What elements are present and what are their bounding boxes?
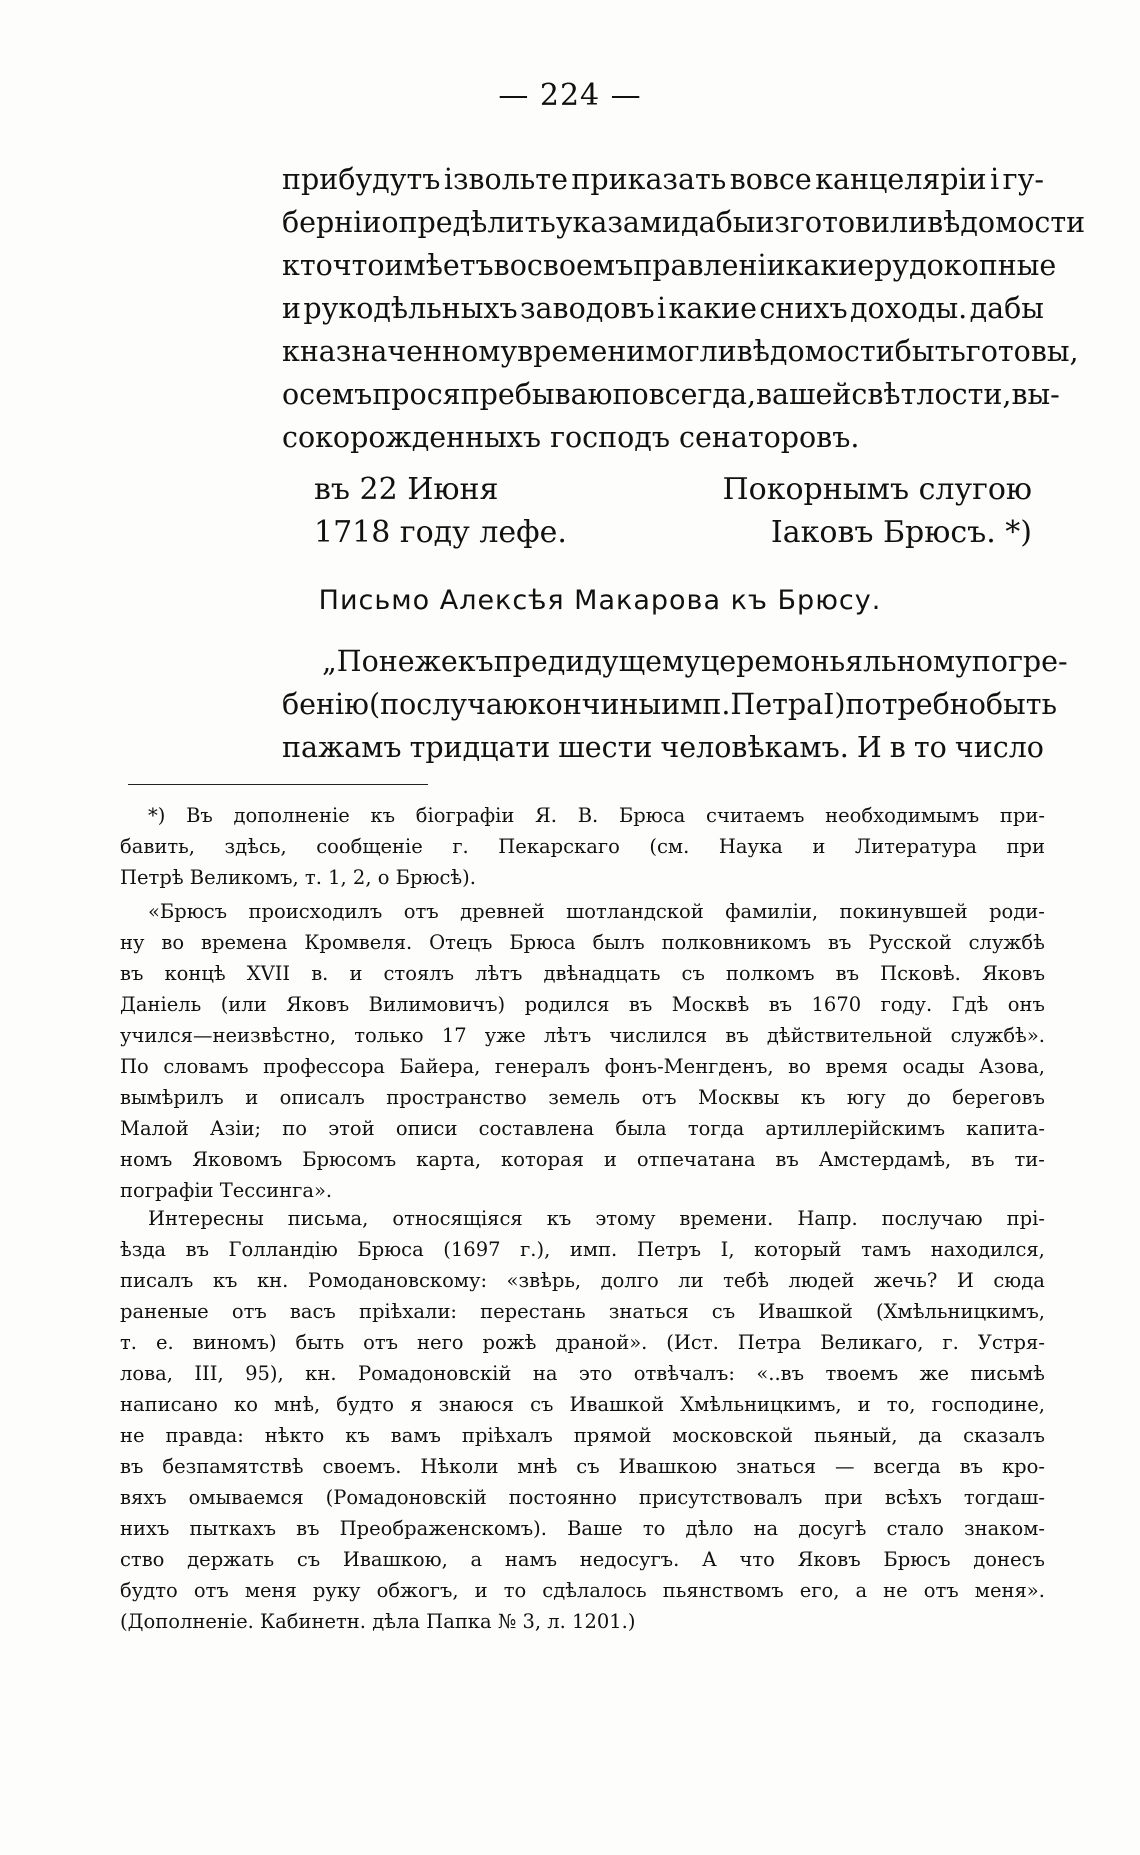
letter-closing [282,468,1044,554]
footnote-line: Петрѣ Великомъ, т. 1, 2, о Брюсѣ). [120,866,476,889]
footnote-line: пографіи Тессинга». [120,1179,333,1202]
footnote-line: написано ко мнѣ, будто я знаюся съ Ивашкой Хмѣльницкимъ, и то, господине, [120,1393,1045,1416]
footnote-letters [120,1203,1045,1637]
footnote-line: ство держать съ Ивашкою, а намъ недосугъ. А что Яковъ Брюсъ донесъ [120,1548,1045,1571]
text-line: к назначенному времени могли вѣдомости быть готовы, [282,335,1079,368]
footnote-line: ѣзда въ Голландію Брюса (1697 г.), имп. Петръ I, который тамъ находился, [120,1238,1045,1261]
text-line: и рукодѣльныхъ заводовъ і какие сниxъ доходы. дабы [282,292,1044,325]
text-line: прибудутъ ізвольте приказать вовсе канцеляріи і гу- [282,163,1044,196]
footnote-line: раненые отъ васъ пріѣхали: перестань знаться съ Ивашкой (Хмѣльницкимъ, [120,1300,1045,1323]
closing-signature-line: Іаковъ Брюсъ. *) [770,515,1032,550]
text-line: о семъ прося пребываю повсегда, вашей свѣтлости, вы- [282,378,1060,411]
footnote-divider [128,784,428,785]
footnote-line: вяхъ омываемся (Ромадоновскій постоянно присутствовалъ при всѣхъ тогдаш- [120,1486,1045,1509]
footnote-line: нихъ пыткахъ въ Преображенскомъ). Ваше то дѣло на досугѣ стало знаком- [120,1517,1045,1540]
footnote-quote [120,896,1045,1206]
footnote-line: Даніель (или Яковъ Вилимовичъ) родился въ Москвѣ въ 1670 году. Гдѣ онъ [120,993,1045,1016]
footnote-line: номъ Яковомъ Брюсомъ карта, которая и отпечатана въ Амстердамѣ, въ ти- [120,1148,1045,1171]
makarov-letter [282,640,1068,769]
text-line: „Понеже къ предидущему церемоньяльному погре- [322,645,1068,678]
footnote-line: Интересны письма, относящіяся къ этому времени. Напр. послучаю прі- [148,1207,1045,1230]
footnote-line: лова, III, 95), кн. Ромадоновскій на это отвѣчалъ: «..въ твоемъ же письмѣ [120,1362,1045,1385]
text-line: пажамъ тридцати шести человѣкамъ. И в то число [282,731,1044,764]
closing-date-line: 1718 году лефе. [314,515,567,550]
letter-body [282,158,1086,459]
footnote-line: т. е. виномъ) быть отъ него рожѣ драной». (Ист. Петра Великаго, г. Устря- [120,1331,1045,1354]
section-heading: Письмо Алексѣя Макарова къ Брюсу. [318,585,882,616]
text-line: бенію (по случаю кончины имп. Петра I) потребно быть [282,688,1058,721]
footnote-line: въ безпамятствѣ своемъ. Нѣколи мнѣ съ Ивашкою знаться — всегда въ кро- [120,1455,1045,1478]
closing-date-line: въ 22 Июня [314,472,499,507]
footnote-line: «Брюсъ происходилъ отъ древней шотландской фамиліи, покинувшей роди- [148,900,1045,923]
footnote-line: писалъ къ кн. Ромодановскому: «звѣрь, долго ли тебѣ людей жечь? И сюда [120,1269,1045,1292]
footnote-line: не правда: нѣкто къ вамъ пріѣхалъ прямой московской пьяный, да сказалъ [120,1424,1045,1447]
footnote-line: *) Въ дополненіе къ біографіи Я. В. Брюса считаемъ необходимымъ при- [148,804,1045,827]
footnote-line: учился—неизвѣстно, только 17 уже лѣтъ числился въ дѣйствительной службѣ». [120,1024,1045,1047]
footnote-line: ну во времена Кромвеля. Отецъ Брюса былъ полковникомъ въ Русской службѣ [120,931,1045,954]
footnote-line: (Дополненіе. Кабинетн. дѣла Папка № 3, л. 1201.) [120,1610,636,1633]
text-line: берніи опредѣлить указами дабы изготовили вѣдомости [282,206,1086,239]
footnote-line: вымѣрилъ и описалъ пространство земель отъ Москвы къ югу до береговъ [120,1086,1045,1109]
footnote-line: По словамъ профессора Байера, генералъ фонъ-Менгденъ, во время осады Азова, [120,1055,1045,1078]
footnote [120,800,1045,893]
footnote-line: Малой Азіи; по этой описи составлена была тогда артиллерійскимъ капита- [120,1117,1045,1140]
text-line: кто что имѣетъ во своемъ правленіи какие рудокопные [282,249,1057,282]
closing-signature-line: Покорнымъ слугою [722,472,1032,507]
text-line: сокорожденныхъ господъ сенаторовъ. [282,421,860,454]
page-number: — 224 — [498,78,642,113]
footnote-line: будто отъ меня руку обжогъ, и то сдѣлалось пьянствомъ его, а не отъ меня». [120,1579,1045,1602]
footnote-line: въ концѣ XVII в. и стоялъ лѣтъ двѣнадцать съ полкомъ въ Псковѣ. Яковъ [120,962,1045,985]
footnote-line: бавить, здѣсь, сообщеніе г. Пекарскаго (см. Наука и Литература при [120,835,1045,858]
